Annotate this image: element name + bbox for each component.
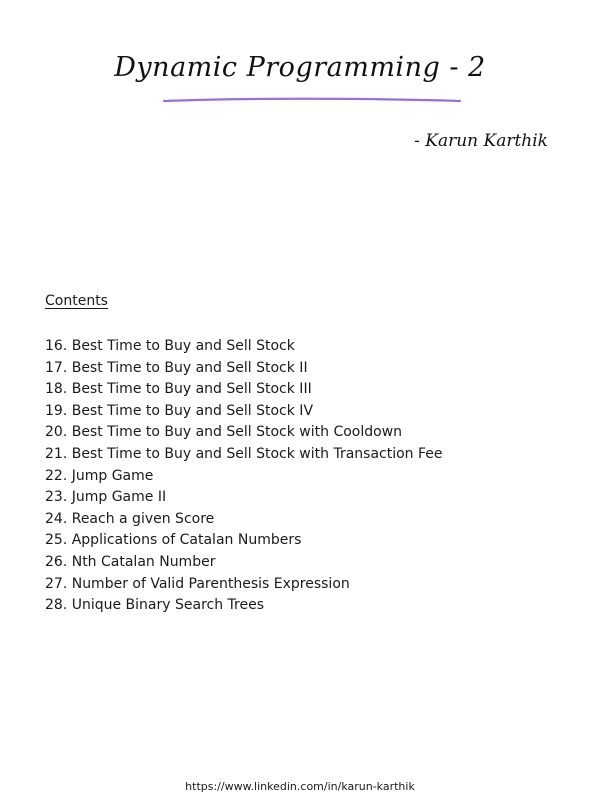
toc-item: 18. Best Time to Buy and Sell Stock III [45, 381, 312, 398]
contents-heading: Contents [45, 293, 108, 309]
author-signature: - Karun Karthik [414, 131, 548, 151]
toc-item: 17. Best Time to Buy and Sell Stock II [45, 359, 308, 376]
toc-item: 20. Best Time to Buy and Sell Stock with Cooldown [45, 424, 403, 441]
toc-item: 22. Jump Game [45, 467, 154, 484]
toc-item: 26. Nth Catalan Number [45, 553, 216, 570]
toc-item: 24. Reach a given Score [45, 510, 215, 527]
title-underline [162, 95, 462, 107]
table-of-contents [45, 336, 443, 617]
page-title: Dynamic Programming - 2 [114, 52, 486, 83]
toc-item: 27. Number of Valid Parenthesis Expression [45, 575, 350, 592]
toc-item: 25. Applications of Catalan Numbers [45, 532, 302, 549]
footer-link[interactable]: https://www.linkedin.com/in/karun-karthik [185, 780, 415, 793]
toc-item: 23. Jump Game II [45, 489, 167, 506]
toc-item: 16. Best Time to Buy and Sell Stock [45, 338, 295, 354]
toc-item: 28. Unique Binary Search Trees [45, 597, 264, 614]
toc-item: 19. Best Time to Buy and Sell Stock IV [45, 402, 314, 419]
toc-item: 21. Best Time to Buy and Sell Stock with Transaction Fee [45, 445, 443, 462]
